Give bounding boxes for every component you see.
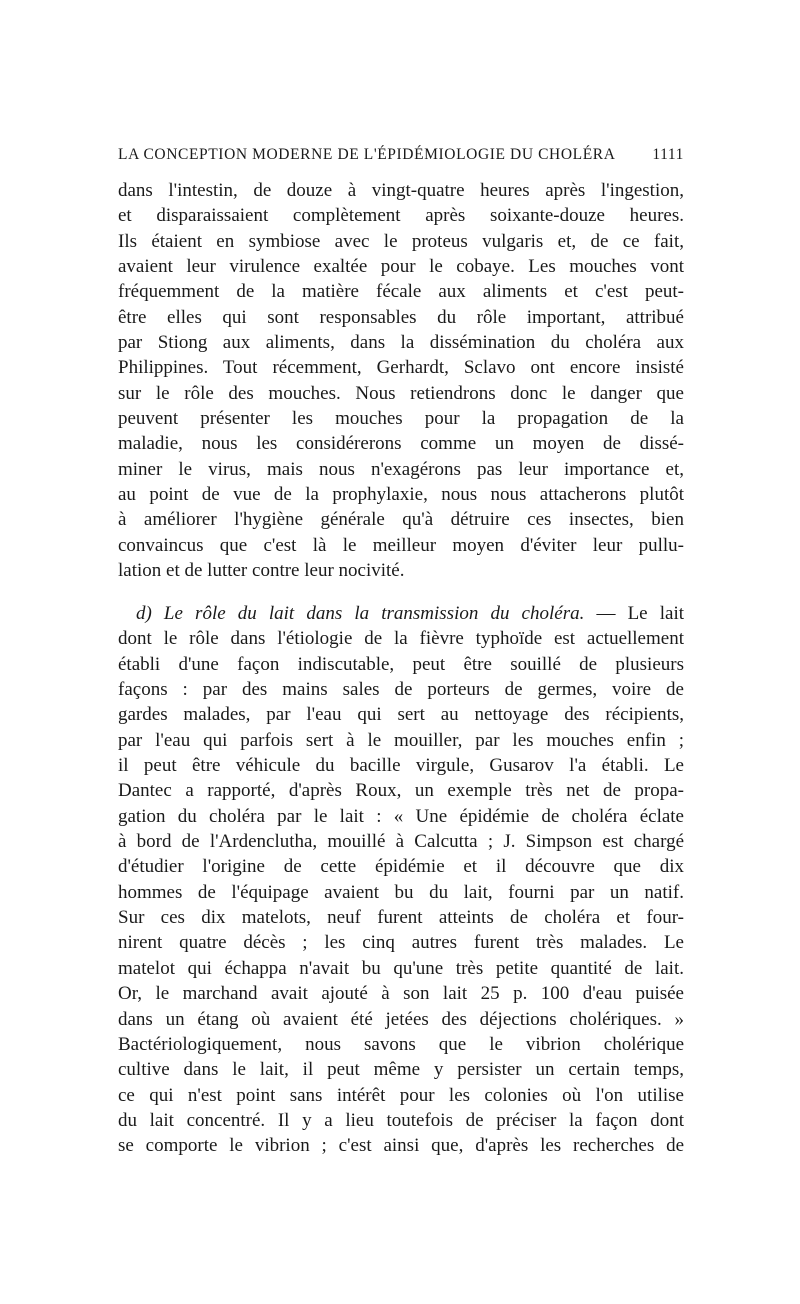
text-line: dans un étang où avaient été jetées des déjections cholériques. »	[118, 1008, 684, 1030]
text-line: sur le rôle des mouches. Nous retiendrons donc le danger que	[118, 382, 684, 404]
text-line: matelot qui échappa n'avait bu qu'une très petite quantité de lait.	[118, 957, 684, 979]
text-line: dont le rôle dans l'étiologie de la fièvre typhoïde est actuellement	[118, 628, 684, 650]
text-line: il peut être véhicule du bacille virgule, Gusarov l'a établi. Le	[118, 755, 684, 777]
running-head-title: LA CONCEPTION MODERNE DE L'ÉPIDÉMIOLOGIE DU CHOLÉRA	[118, 146, 616, 163]
text-line: Philippines. Tout récemment, Gerhardt, Sclavo ont encore insisté	[118, 357, 684, 379]
text-line: et disparaissaient complètement après soixante-douze heures.	[118, 205, 684, 227]
text-line: lation et de lutter contre leur nocivité.	[118, 560, 405, 582]
page-number: 1111	[652, 146, 684, 163]
text-line: par Stiong aux aliments, dans la dissémination du choléra aux	[118, 332, 684, 354]
text-line: peuvent présenter les mouches pour la propagation de la	[118, 408, 684, 430]
text-line: ce qui n'est point sans intérêt pour les colonies où l'on utilise	[118, 1084, 684, 1106]
text-line: miner le virus, mais nous n'exagérons pas leur importance et,	[118, 458, 684, 480]
text-line: à bord de l'Ardenclutha, mouillé à Calcutta ; J. Simpson est chargé	[118, 831, 684, 853]
text-line: par l'eau qui parfois sert à le mouiller, par les mouches enfin ;	[118, 729, 684, 751]
section-heading: d) Le rôle du lait dans la transmission du choléra.	[136, 603, 585, 624]
text-line: se comporte le vibrion ; c'est ainsi que, d'après les recherches de	[118, 1135, 684, 1157]
paragraph-lait	[118, 601, 684, 1159]
text-line: Sur ces dix matelots, neuf furent atteints de choléra et four-	[118, 907, 684, 929]
text-line: au point de vue de la prophylaxie, nous nous attacherons plutôt	[118, 484, 684, 506]
heading-line-rest: — Le lait	[584, 603, 684, 624]
running-head	[118, 146, 684, 164]
text-line: d'étudier l'origine de cette épidémie et il découvre que dix	[118, 856, 684, 878]
text-line: nirent quatre décès ; les cinq autres furent très malades. Le	[118, 932, 684, 954]
text-line: cultive dans le lait, il peut même y persister un certain temps,	[118, 1059, 684, 1081]
text-line: du lait concentré. Il y a lieu toutefois de préciser la façon dont	[118, 1109, 684, 1131]
text-line: gation du choléra par le lait : « Une épidémie de choléra éclate	[118, 805, 684, 827]
text-line: avaient leur virulence exaltée pour le cobaye. Les mouches vont	[118, 256, 684, 278]
text-line: à améliorer l'hygiène générale qu'à détruire ces insectes, bien	[118, 509, 684, 531]
text-line: hommes de l'équipage avaient bu du lait, fourni par un natif.	[118, 881, 684, 903]
text-line: fréquemment de la matière fécale aux aliments et c'est peut-	[118, 281, 684, 303]
text-line: Dantec a rapporté, d'après Roux, un exemple très net de propa-	[118, 780, 684, 802]
text-line: maladie, nous les considérerons comme un moyen de dissé-	[118, 433, 684, 455]
text-line: Ils étaient en symbiose avec le proteus vulgaris et, de ce fait,	[118, 230, 684, 252]
text-line: dans l'intestin, de douze à vingt-quatre heures après l'ingestion,	[118, 180, 684, 201]
text-line: Bactériologiquement, nous savons que le vibrion cholérique	[118, 1033, 684, 1055]
text-line: être elles qui sont responsables du rôle important, attribué	[118, 306, 684, 328]
section-heading-line	[118, 601, 684, 626]
text-line: Or, le marchand avait ajouté à son lait 25 p. 100 d'eau puisée	[118, 983, 684, 1005]
text-line: convaincus que c'est là le meilleur moyen d'éviter leur pullu-	[118, 534, 684, 556]
paragraph-mouches	[118, 178, 684, 584]
text-line: façons : par des mains sales de porteurs de germes, voire de	[118, 679, 684, 701]
text-line: établi d'une façon indiscutable, peut être souillé de plusieurs	[118, 653, 684, 675]
text-line: gardes malades, par l'eau qui sert au nettoyage des récipients,	[118, 704, 684, 726]
